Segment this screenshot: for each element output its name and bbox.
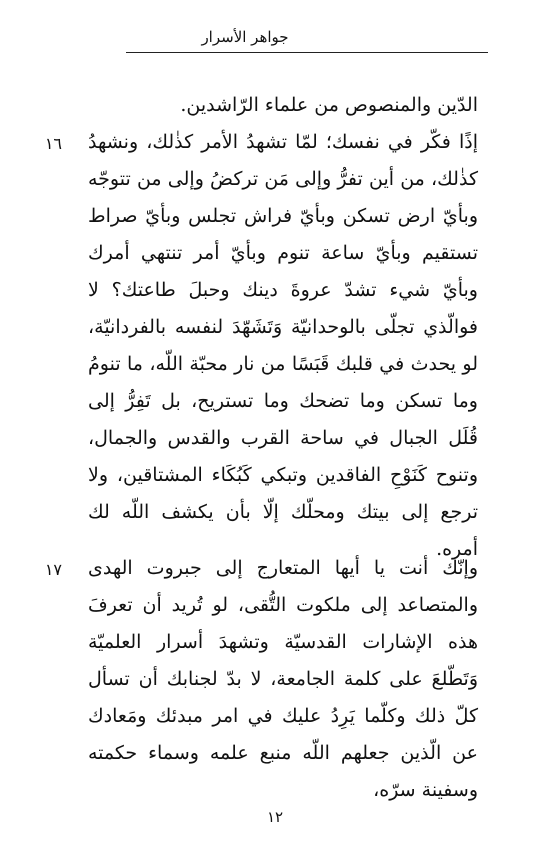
paragraph-text: وإنّك أنت يا أيها المتعارج إلى جبروت الهدى والمتصاعد إلى ملكوت التُّقى، لو تُريد أن تعرفَ هذه الإشارات القدسيّة وتشهدَ أسرار العلميّة وَتَطّلعَ على كلمة الجامعة، لا بدّ لجنابك أن تسأل كلّ ذلك وكلّما يَرِدُ عليك في امر مبدئك ومَعادك عن الّذين جعلهم اللّه منبع علمه وسماء حكمته وسفينة سرّه، xyxy=(88,557,478,801)
paragraph-number: ١٧ xyxy=(44,560,62,579)
header-rule xyxy=(126,52,488,53)
header-title: جواهر الأسرار xyxy=(201,28,289,46)
paragraph-number: ١٦ xyxy=(44,134,62,153)
paragraph-continuation xyxy=(88,87,478,124)
page-number: ١٢ xyxy=(266,808,284,826)
paragraph-16 xyxy=(88,124,478,568)
paragraph-text: الدّين والمنصوص من علماء الرّاشدين. xyxy=(180,94,478,116)
paragraph-17 xyxy=(88,550,478,809)
paragraph-text: إذًا فكّر في نفسك؛ لمّا تشهدُ الأمر كذٰلك، ونشهدُ كذٰلك، من أين تفرُّ وإلى مَن تركضُ وإلى من تتوجّه وبأيّ ارض تسكن وبأيّ فراش تجلس وبأيّ صراط تستقيم وبأيّ ساعة تنوم وبأيّ أمر تنتهي أمرك وبأيّ شيء تشدّ عروةَ دينك وحبلَ طاعتك؟ لا فوالّذي تجلّى بالوحدانيّة وَتَشَهّدَ لنفسه بالفردانيّة، لو يحدث في قلبك قَبَسًا من نار محبّة اللّه، ما تنومُ وما تسكن وما تضحك وما تستريح، بل تَفِرُّ إلى قُلَل الجبال في ساحة القرب والقدس والجمال، وتنوح كَنَوْحِ الفاقدين وتبكي كَبُكَاء المشتاقين، ولا ترجع إلى بيتك ومحلّك إلّا بأن يكشف اللّه لك أمره. xyxy=(88,131,478,560)
